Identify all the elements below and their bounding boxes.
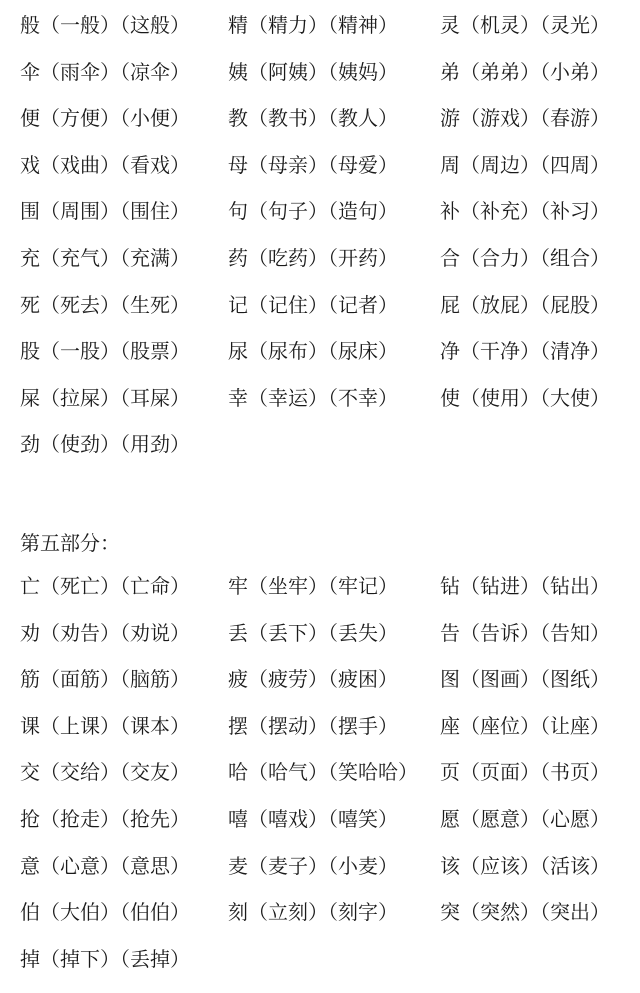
word-entry: 周（周边）（四周） [440,152,610,177]
word-entry: 使（使用）（大使） [440,385,610,410]
word-row [0,801,640,837]
word-row [0,661,640,697]
word-row [0,333,640,369]
word-row [0,240,640,276]
word-entry: 股（一股）（股票） [20,339,190,364]
word-entry: 充（充气）（充满） [20,246,190,270]
word-entry: 掉（掉下）（丢掉） [20,946,190,971]
word-entry: 幸（幸运）（不幸） [228,385,398,410]
word-row [0,380,640,416]
word-entry: 牢（坐牢）（牢记） [228,574,398,598]
word-row [0,147,640,183]
word-entry: 姨（阿姨）（姨妈） [228,59,398,84]
section-heading: 第五部分： [20,531,120,555]
word-entry: 座（座位）（让座） [440,713,610,738]
word-entry: 便（方便）（小便） [20,106,190,131]
word-entry: 补（补充）（补习） [440,199,610,224]
word-entry: 游（游戏）（春游） [440,106,610,131]
word-row [0,708,640,744]
word-entry: 劲（使劲）（用劲） [20,432,190,457]
word-row [0,615,640,651]
word-row [0,568,640,604]
word-entry: 净（干净）（清净） [440,339,610,364]
word-entry: 伯（大伯）（伯伯） [20,900,190,925]
word-row [0,54,640,90]
word-entry: 告（告诉）（告知） [440,620,610,645]
word-row [0,848,640,884]
word-entry: 母（母亲）（母爱） [228,152,398,177]
word-entry: 劝（劝告）（劝说） [20,620,190,645]
word-entry: 死（死去）（生死） [20,292,190,317]
word-entry: 摆（摆动）（摆手） [228,713,398,738]
word-entry: 灵（机灵）（灵光） [440,13,610,37]
word-entry: 丢（丢下）（丢失） [228,620,398,645]
word-entry: 戏（戏曲）（看戏） [20,152,190,177]
word-entry: 交（交给）（交友） [20,760,190,785]
word-entry: 抢（抢走）（抢先） [20,807,190,831]
word-entry: 意（心意）（意思） [20,853,190,878]
word-entry: 页（页面）（书页） [440,760,610,785]
word-entry: 亡（死亡）（亡命） [20,574,190,598]
word-entry: 钻（钻进）（钻出） [440,574,610,598]
word-entry: 图（图画）（图纸） [440,667,610,692]
word-entry: 围（周围）（围住） [20,199,190,224]
word-row [0,287,640,323]
word-entry: 合（合力）（组合） [440,246,610,270]
word-row [0,894,640,930]
word-entry: 嘻（嘻戏）（嘻笑） [228,807,398,831]
word-row [0,7,640,43]
word-entry: 麦（麦子）（小麦） [228,853,398,878]
word-row [0,754,640,790]
word-row [0,426,640,462]
word-entry: 弟（弟弟）（小弟） [440,59,610,84]
word-entry: 筋（面筋）（脑筋） [20,667,190,692]
word-entry: 哈（哈气）（笑哈哈） [228,760,418,785]
word-entry: 记（记住）（记者） [228,292,398,317]
word-entry: 教（教书）（教人） [228,106,398,131]
word-entry: 精（精力）（精神） [228,13,398,37]
word-entry: 疲（疲劳）（疲困） [228,667,398,692]
word-entry: 刻（立刻）（刻字） [228,900,398,925]
word-entry: 伞（雨伞）（凉伞） [20,59,190,84]
word-entry: 屎（拉屎）（耳屎） [20,385,190,410]
word-entry: 般（一般）（这般） [20,13,190,37]
word-row [0,941,640,977]
word-row [0,193,640,229]
word-entry: 屁（放屁）（屁股） [440,292,610,317]
word-entry: 该（应该）（活该） [440,853,610,878]
word-entry: 突（突然）（突出） [440,900,610,925]
word-entry: 课（上课）（课本） [20,713,190,738]
word-entry: 句（句子）（造句） [228,199,398,224]
word-entry: 尿（尿布）（尿床） [228,339,398,364]
word-entry: 药（吃药）（开药） [228,246,398,270]
word-entry: 愿（愿意）（心愿） [440,807,610,831]
word-row [0,100,640,136]
